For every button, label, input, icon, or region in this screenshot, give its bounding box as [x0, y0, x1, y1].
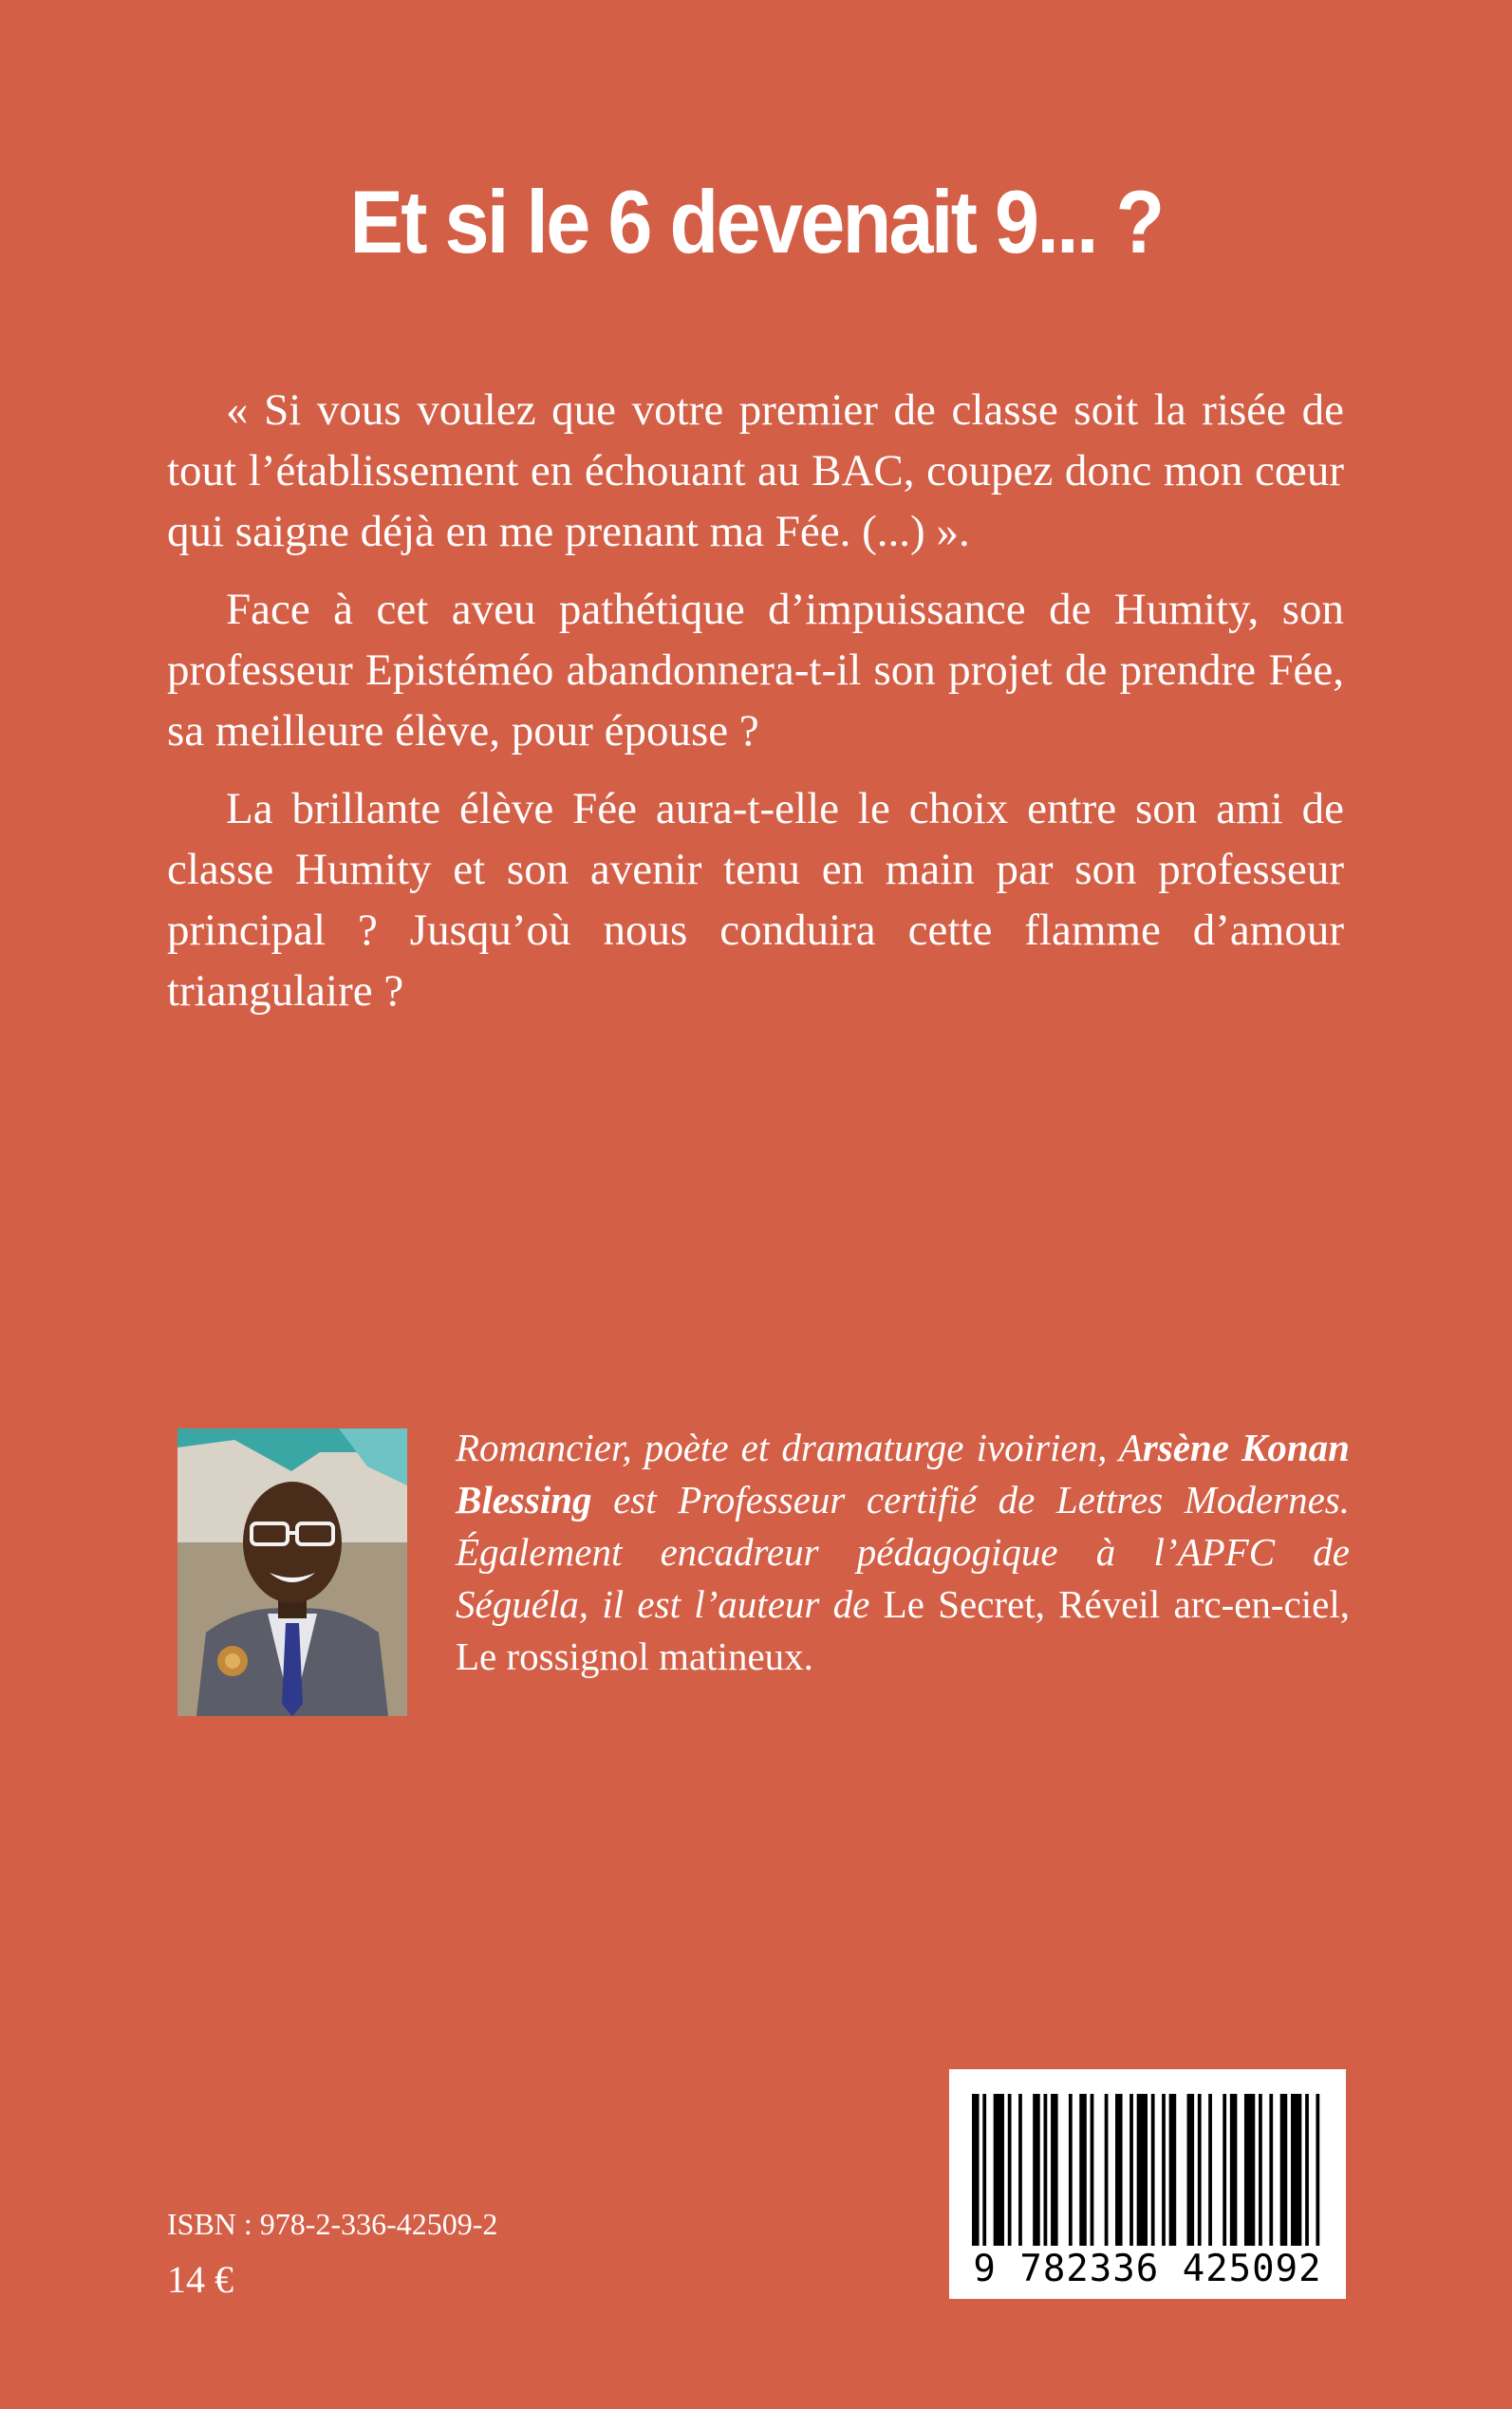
- barcode-bar: [1115, 2094, 1123, 2246]
- bio-middle: est Professeur certifié de Lettres Modernes. Également encadreur pédagogique à l’APFC de Séguéla, il est l’auteur de: [456, 1478, 1350, 1626]
- barcode-bar: [1244, 2094, 1255, 2246]
- barcode-bar: [1208, 2094, 1212, 2246]
- barcode: [949, 2069, 1346, 2299]
- barcode-bar: [1008, 2094, 1012, 2246]
- barcode-bar: [1198, 2094, 1202, 2246]
- book-title: Et si le 6 devenait 9... ?: [349, 172, 1163, 271]
- barcode-bar: [1223, 2094, 1226, 2246]
- barcode-bar: [1316, 2094, 1319, 2246]
- author-works: Le Secret, Réveil arc-en-ciel, Le rossignol matineux.: [456, 1582, 1350, 1678]
- isbn-text: ISBN : 978-2-336-42509-2: [167, 2207, 498, 2241]
- price-text: 14 €: [167, 2258, 233, 2301]
- barcode-bar: [1051, 2094, 1058, 2246]
- author-bio: [456, 1422, 1350, 1683]
- author-photo: [177, 1429, 407, 1716]
- barcode-bar: [1079, 2094, 1087, 2246]
- author-portrait-illustration: [177, 1429, 407, 1716]
- barcode-bar: [1033, 2094, 1040, 2246]
- barcode-bar: [1291, 2094, 1301, 2246]
- barcode-bar: [972, 2094, 980, 2246]
- barcode-bar: [982, 2094, 986, 2246]
- barcode-bar: [1137, 2094, 1148, 2246]
- barcode-bar: [1230, 2094, 1238, 2246]
- barcode-bar: [1169, 2094, 1177, 2246]
- barcode-bars: [968, 2094, 1327, 2246]
- barcode-bar: [1069, 2094, 1073, 2246]
- barcode-digits: 9 782336 425092: [973, 2248, 1322, 2290]
- barcode-bar: [1151, 2094, 1155, 2246]
- book-blurb: [167, 380, 1344, 1038]
- barcode-bar: [1187, 2094, 1195, 2246]
- barcode-bar: [1259, 2094, 1262, 2246]
- author-name: rsène Konan Blessing: [456, 1426, 1350, 1522]
- barcode-bar: [1044, 2094, 1048, 2246]
- barcode-bar: [1129, 2094, 1133, 2246]
- bio-intro: Romancier, poète et dramaturge ivoirien, A: [456, 1426, 1143, 1469]
- barcode-bar: [994, 2094, 1004, 2246]
- barcode-bar: [1105, 2094, 1109, 2246]
- barcode-bar: [1091, 2094, 1094, 2246]
- blurb-paragraph-1: « Si vous voulez que votre premier de classe soit la risée de tout l’établissement en échouant au BAC, coupez donc mon cœur qui saigne déjà en me prenant ma Fée. (...) ».: [167, 385, 1344, 556]
- barcode-bar: [1280, 2094, 1288, 2246]
- barcode-bar: [1269, 2094, 1273, 2246]
- blurb-paragraph-3: La brillante élève Fée aura-t-elle le choix entre son ami de classe Humity et son avenir tenu en main par son professeur principal ? Jusqu’où nous conduira cette flamme d’amour triangulaire ?: [167, 784, 1344, 1016]
- barcode-bar: [1018, 2094, 1022, 2246]
- barcode-bar: [1162, 2094, 1166, 2246]
- blurb-paragraph-2: Face à cet aveu pathétique d’impuissance de Humity, son professeur Epistéméo abandonnera-t-il son projet de prendre Fée, sa meilleure élève, pour épouse ?: [167, 585, 1344, 756]
- barcode-bar: [1305, 2094, 1309, 2246]
